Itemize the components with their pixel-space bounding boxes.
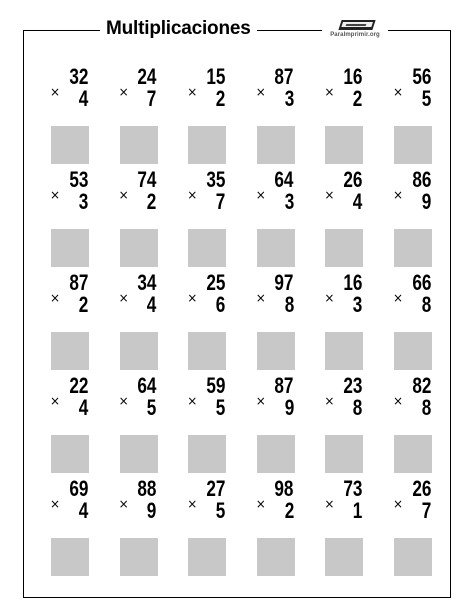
multiplicand: 64: [137, 373, 157, 398]
times-sign: ×: [50, 394, 61, 408]
answer-box[interactable]: [51, 435, 89, 473]
multiplicand: 98: [274, 476, 294, 501]
multiplication-problem: [322, 272, 366, 372]
multiplicand: 53: [68, 167, 88, 192]
answer-box[interactable]: [188, 435, 226, 473]
multiplication-problem: [322, 478, 366, 578]
multiplicand: 59: [206, 373, 226, 398]
multiplicand: 82: [411, 373, 431, 398]
times-sign: ×: [118, 85, 129, 99]
multiplication-problem: [254, 169, 298, 269]
times-sign: ×: [50, 497, 61, 511]
answer-box[interactable]: [325, 538, 363, 576]
times-sign: ×: [255, 85, 266, 99]
multiplier: 9: [421, 189, 431, 214]
multiplication-problem: [117, 169, 161, 269]
multiplicand: 23: [343, 373, 363, 398]
multiplication-problem: [117, 272, 161, 372]
times-sign: ×: [324, 394, 335, 408]
times-sign: ×: [50, 188, 61, 202]
answer-box[interactable]: [325, 229, 363, 267]
multiplier: 2: [284, 498, 294, 523]
multiplicand: 16: [343, 64, 363, 89]
times-sign: ×: [50, 291, 61, 305]
multiplication-problem: [185, 169, 229, 269]
times-sign: ×: [393, 85, 404, 99]
worksheet-title: Multiplicaciones: [100, 16, 257, 42]
times-sign: ×: [50, 85, 61, 99]
times-sign: ×: [187, 497, 198, 511]
multiplier: 4: [147, 292, 157, 317]
answer-box[interactable]: [257, 435, 295, 473]
answer-box[interactable]: [188, 332, 226, 370]
times-sign: ×: [118, 188, 129, 202]
multiplication-problem: [254, 478, 298, 578]
multiplication-problem: [48, 375, 92, 475]
multiplication-problem: [185, 478, 229, 578]
multiplication-problem: [48, 272, 92, 372]
multiplicand: 22: [68, 373, 88, 398]
multiplier: 2: [352, 86, 363, 111]
multiplicand: 24: [137, 64, 157, 89]
multiplicand: 26: [343, 167, 363, 192]
times-sign: ×: [187, 291, 198, 305]
printer-icon: [338, 20, 375, 30]
times-sign: ×: [324, 85, 335, 99]
multiplication-problem: [185, 272, 229, 372]
answer-box[interactable]: [120, 435, 158, 473]
multiplication-problem: [391, 272, 435, 372]
multiplier: 4: [78, 395, 88, 420]
times-sign: ×: [255, 497, 266, 511]
answer-box[interactable]: [394, 229, 432, 267]
times-sign: ×: [118, 394, 129, 408]
multiplication-problem: [117, 375, 161, 475]
multiplicand: 74: [137, 167, 157, 192]
multiplication-problem: [48, 478, 92, 578]
multiplicand: 73: [343, 476, 363, 501]
multiplier: 2: [215, 86, 226, 111]
answer-box[interactable]: [394, 538, 432, 576]
multiplication-problem: [391, 375, 435, 475]
times-sign: ×: [324, 497, 335, 511]
times-sign: ×: [118, 291, 129, 305]
multiplication-problem: [48, 66, 92, 166]
times-sign: ×: [187, 394, 198, 408]
multiplication-problem: [117, 66, 161, 166]
answer-box[interactable]: [257, 332, 295, 370]
answer-box[interactable]: [394, 126, 432, 164]
times-sign: ×: [255, 188, 266, 202]
multiplicand: 88: [137, 476, 157, 501]
times-sign: ×: [324, 291, 335, 305]
multiplier: 6: [215, 292, 226, 317]
answer-box[interactable]: [257, 126, 295, 164]
answer-box[interactable]: [120, 332, 158, 370]
multiplier: 3: [78, 189, 88, 214]
multiplicand: 34: [137, 270, 157, 295]
multiplicand: 86: [411, 167, 431, 192]
multiplication-problem: [185, 66, 229, 166]
logo-text: ParaImprimir.org: [330, 32, 380, 38]
multiplier: 4: [78, 86, 88, 111]
site-logo[interactable]: [322, 20, 388, 42]
multiplicand: 97: [274, 270, 294, 295]
answer-box[interactable]: [325, 435, 363, 473]
multiplication-problem: [391, 66, 435, 166]
multiplication-problem: [117, 478, 161, 578]
multiplier: 7: [215, 189, 226, 214]
multiplication-problem: [322, 375, 366, 475]
answer-box[interactable]: [120, 229, 158, 267]
multiplicand: 56: [411, 64, 431, 89]
answer-box[interactable]: [325, 332, 363, 370]
multiplication-problem: [48, 169, 92, 269]
times-sign: ×: [255, 291, 266, 305]
times-sign: ×: [393, 497, 404, 511]
answer-box[interactable]: [51, 229, 89, 267]
multiplier: 5: [215, 395, 226, 420]
times-sign: ×: [187, 85, 198, 99]
multiplicand: 32: [68, 64, 88, 89]
multiplier: 8: [421, 395, 431, 420]
multiplier: 3: [284, 86, 294, 111]
answer-box[interactable]: [394, 332, 432, 370]
multiplicand: 26: [411, 476, 431, 501]
multiplier: 4: [78, 498, 88, 523]
answer-box[interactable]: [394, 435, 432, 473]
multiplication-problem: [391, 169, 435, 269]
multiplicand: 35: [206, 167, 226, 192]
times-sign: ×: [393, 188, 404, 202]
multiplication-problem: [254, 375, 298, 475]
answer-box[interactable]: [51, 126, 89, 164]
multiplier: 5: [147, 395, 157, 420]
multiplier: 8: [352, 395, 363, 420]
multiplier: 8: [421, 292, 431, 317]
answer-box[interactable]: [188, 538, 226, 576]
multiplier: 5: [215, 498, 226, 523]
multiplicand: 66: [411, 270, 431, 295]
multiplication-problem: [185, 375, 229, 475]
multiplication-problem: [254, 66, 298, 166]
answer-box[interactable]: [325, 126, 363, 164]
multiplier: 4: [352, 189, 363, 214]
multiplier: 1: [352, 498, 363, 523]
answer-box[interactable]: [120, 538, 158, 576]
answer-box[interactable]: [257, 229, 295, 267]
answer-box[interactable]: [257, 538, 295, 576]
multiplier: 3: [352, 292, 363, 317]
multiplication-problem: [322, 66, 366, 166]
multiplicand: 87: [274, 373, 294, 398]
multiplication-problem: [322, 169, 366, 269]
multiplier: 7: [147, 86, 157, 111]
multiplier: 5: [421, 86, 431, 111]
multiplier: 3: [284, 189, 294, 214]
times-sign: ×: [393, 291, 404, 305]
answer-box[interactable]: [188, 126, 226, 164]
answer-box[interactable]: [51, 538, 89, 576]
times-sign: ×: [187, 188, 198, 202]
times-sign: ×: [324, 188, 335, 202]
multiplication-problem: [254, 272, 298, 372]
multiplier: 9: [147, 498, 157, 523]
answer-box[interactable]: [51, 332, 89, 370]
multiplicand: 25: [206, 270, 226, 295]
multiplicand: 64: [274, 167, 294, 192]
multiplicand: 16: [343, 270, 363, 295]
multiplier: 7: [421, 498, 431, 523]
multiplicand: 87: [274, 64, 294, 89]
multiplier: 9: [284, 395, 294, 420]
multiplicand: 27: [206, 476, 226, 501]
multiplier: 2: [78, 292, 88, 317]
answer-box[interactable]: [188, 229, 226, 267]
times-sign: ×: [255, 394, 266, 408]
multiplication-problem: [391, 478, 435, 578]
multiplier: 8: [284, 292, 294, 317]
times-sign: ×: [393, 394, 404, 408]
answer-box[interactable]: [120, 126, 158, 164]
multiplier: 2: [147, 189, 157, 214]
multiplicand: 15: [206, 64, 226, 89]
times-sign: ×: [118, 497, 129, 511]
multiplicand: 87: [68, 270, 88, 295]
multiplicand: 69: [68, 476, 88, 501]
